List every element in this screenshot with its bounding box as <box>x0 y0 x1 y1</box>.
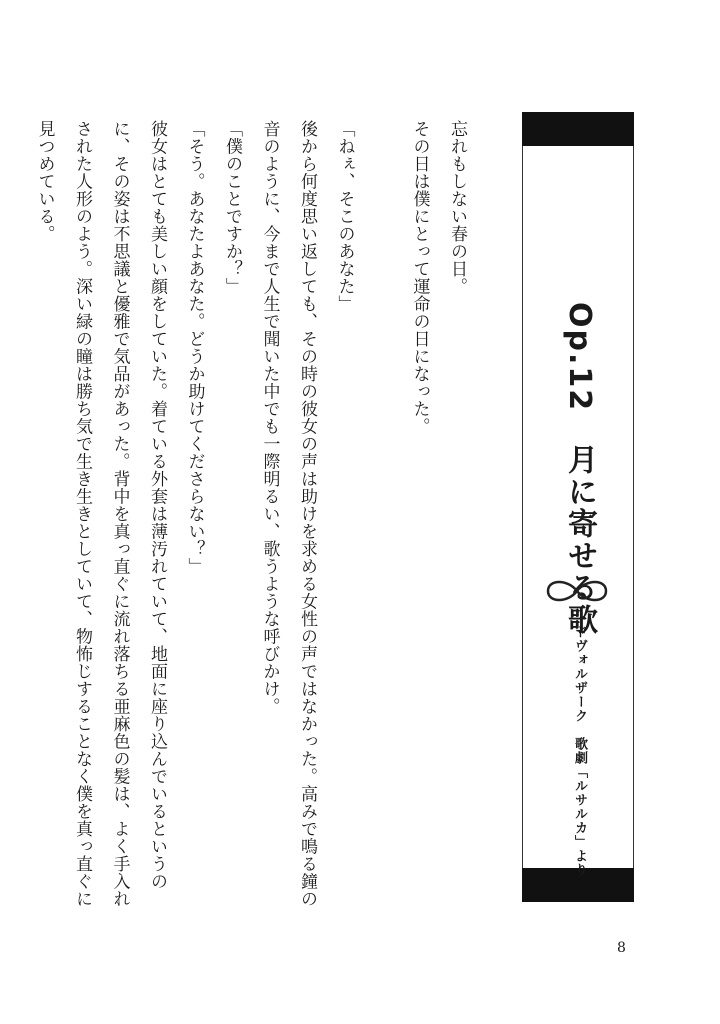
blank-line <box>363 120 401 910</box>
paragraph: 忘れもしない春の日。 <box>447 120 467 295</box>
paragraph: 「そう。あなたよあなた。どうか助けてくださらない？」 <box>184 120 205 575</box>
paragraph: 後から何度思い返しても、その時の彼女の声は助けを求める女性の声ではなかった。高みで鳴る鐘の音のように、今まで人生で聞いた中でも一際明るい、歌うような呼びかけ。 <box>259 120 317 908</box>
body-text <box>25 120 475 910</box>
chapter-subtitle: ドヴォルザーク 歌劇「ルサルカ」より <box>572 625 587 877</box>
title-panel-top-bar <box>522 112 634 146</box>
chapter-opus: Op.12 <box>562 302 597 413</box>
infinity-ornament-icon <box>542 575 612 607</box>
paragraph: 「僕のことですか？」 <box>222 120 242 295</box>
page-number: 8 <box>617 940 626 956</box>
paragraph: 彼女はとても美しい顔をしていた。着ている外套は薄汚れていて、地面に座り込んでいるというのに、その姿は不思議と優雅で気品があった。背中を真っ直ぐに流れ落ちる亜麻色の髪は、よく手入れされた人形のよう。深い緑の瞳は勝ち気で生き生きとしていて、物怖じすることなく僕を真っ直ぐに見つめている。 <box>34 120 167 908</box>
paragraph: 「ねぇ、そこのあなた」 <box>334 120 355 313</box>
chapter-title-text: 月に寄せる歌 <box>562 444 597 637</box>
paragraph: その日は僕にとって運命の日になった。 <box>409 120 430 435</box>
